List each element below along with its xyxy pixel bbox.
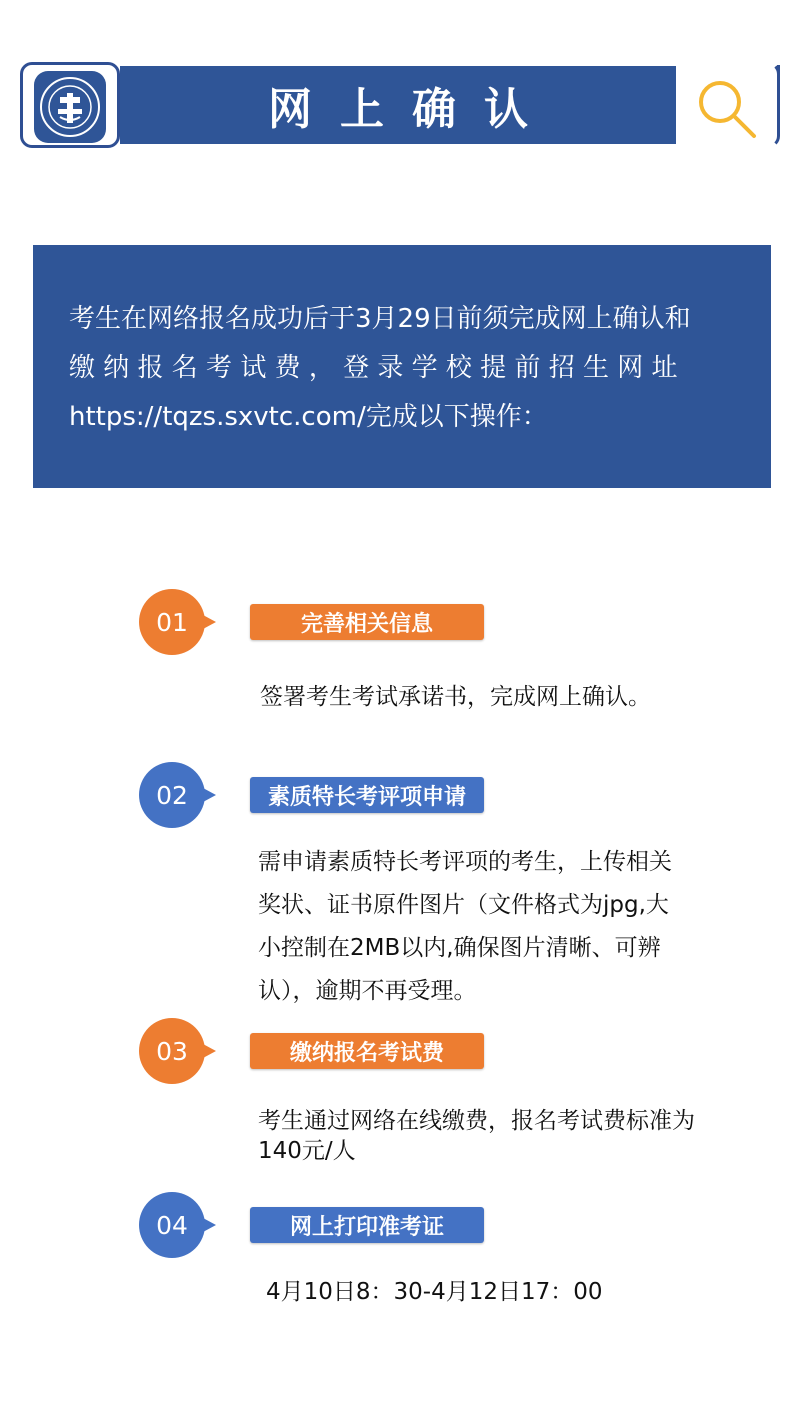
step-desc-04 bbox=[266, 1273, 603, 1306]
step-desc-line: 140元/人 bbox=[258, 1138, 356, 1164]
intro-line-1: 考生在网络报名成功后于3月29日前须完成网上确认和 bbox=[69, 304, 691, 334]
step-title-04: 网上打印准考证 bbox=[250, 1207, 484, 1243]
step-badge-03 bbox=[139, 1018, 205, 1084]
intro-line-2: 缴 纳 报 名 考 试 费 ， 登 录 学 校 提 前 招 生 网 址 bbox=[69, 353, 678, 383]
step-number: 02 bbox=[156, 780, 188, 810]
step-number: 04 bbox=[156, 1210, 188, 1240]
step-desc-line: 认），逾期不再受理。 bbox=[258, 978, 477, 1004]
step-title-01: 完善相关信息 bbox=[250, 604, 484, 640]
step-badge-01 bbox=[139, 589, 205, 655]
step-badge-04 bbox=[139, 1192, 205, 1258]
step-desc-02 bbox=[258, 841, 672, 1013]
step-desc-line: 考生通过网络在线缴费，报名考试费标准为 bbox=[258, 1108, 695, 1134]
page-title: 网上确认 bbox=[268, 84, 556, 135]
step-number: 01 bbox=[156, 607, 188, 637]
step-number: 03 bbox=[156, 1036, 188, 1066]
title-banner bbox=[120, 66, 676, 144]
step-desc-03 bbox=[258, 1106, 695, 1166]
step-badge-02 bbox=[139, 762, 205, 828]
step-desc-line: 4月10日8：30-4月12日17：00 bbox=[266, 1279, 603, 1305]
logo-frame bbox=[20, 62, 120, 148]
step-desc-01 bbox=[260, 678, 651, 711]
step-desc-line: 签署考生考试承诺书，完成网上确认。 bbox=[260, 684, 651, 710]
search-icon[interactable] bbox=[692, 72, 762, 142]
step-desc-line: 奖状、证书原件图片（文件格式为jpg,大 bbox=[258, 892, 669, 918]
page-header bbox=[20, 62, 780, 148]
school-logo-icon bbox=[34, 71, 106, 143]
step-title-03: 缴纳报名考试费 bbox=[250, 1033, 484, 1069]
step-desc-line: 小控制在2MB以内,确保图片清晰、可辨 bbox=[258, 935, 661, 961]
step-desc-line: 需申请素质特长考评项的考生，上传相关 bbox=[258, 849, 672, 875]
intro-panel bbox=[33, 245, 771, 488]
intro-line-3: https://tqzs.sxvtc.com/完成以下操作： bbox=[69, 402, 548, 432]
step-title-02: 素质特长考评项申请 bbox=[250, 777, 484, 813]
